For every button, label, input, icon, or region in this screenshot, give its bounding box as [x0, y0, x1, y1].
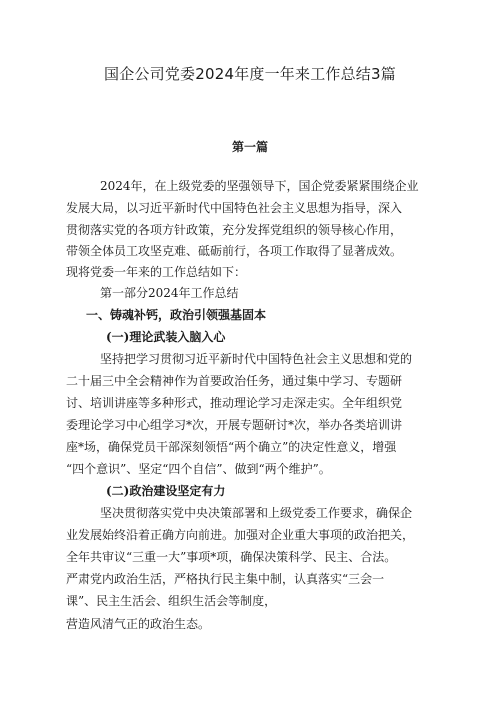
subsection-heading-1: (一)理论武装入脑入心 [106, 330, 226, 344]
intro-line-4: 带领全体员工攻坚克难、砥砺前行，各项工作取得了显著成效。 [66, 244, 403, 258]
para2-line-5: 课”、民主生活会、组织生活会等制度， [66, 594, 277, 608]
document-title: 国企公司党委2024年度一年来工作总结3篇 [104, 65, 396, 83]
section-heading-1: 一、铸魂补钙，政治引领强基固本 [86, 308, 267, 322]
para1-line-2: 二十届三中全会精神作为首要政治任务，通过集中学习、专题研 [66, 374, 403, 388]
intro-line-3: 贯彻落实党的各项方针政策，充分发挥党组织的领导核心作用， [66, 223, 403, 237]
intro-line-2: 发展大局，以习近平新时代中国特色社会主义思想为指导，深入 [66, 201, 403, 215]
para2-line-4: 严肃党内政治生活，严格执行民主集中制，认真落实“三会一 [66, 572, 385, 586]
para2-line-1: 坚决贯彻落实党中央决策部署和上级党委工作要求，确保企 [100, 506, 413, 520]
para1-line-4: 委理论学习中心组学习*次，开展专题研讨*次，举办各类培训讲 [66, 418, 403, 432]
para1-line-6: “四个意识”、坚定“四个自信”、做到“两个维护”。 [66, 462, 331, 476]
para2-line-3: 全年共审议“三重一大”事项*项，确保决策科学、民主、合法。 [66, 550, 397, 564]
intro-line-5: 现将党委一年来的工作总结如下： [66, 265, 247, 279]
subsection-heading-2: (二)政治建设坚定有力 [106, 484, 226, 498]
para2-line-6: 营造风清气正的政治生态。 [66, 617, 211, 631]
part-heading: 第一部分2024年工作总结 [100, 286, 239, 300]
para2-line-2: 业发展始终沿着正确方向前进。加强对企业重大事项的政治把关， [66, 528, 415, 542]
para1-line-5: 座*场，确保党员干部深刻领悟“两个确立”的决定性意义，增强 [66, 440, 397, 454]
intro-line-1: 2024年，在上级党委的坚强领导下，国企党委紧紧围绕企业 [100, 179, 419, 193]
para1-line-1: 坚持把学习贯彻习近平新时代中国特色社会主义思想和党的 [100, 352, 413, 366]
document-subtitle: 第一篇 [231, 140, 268, 154]
para1-line-3: 讨、培训讲座等多种形式，推动理论学习走深走实。全年组织党 [66, 396, 403, 410]
